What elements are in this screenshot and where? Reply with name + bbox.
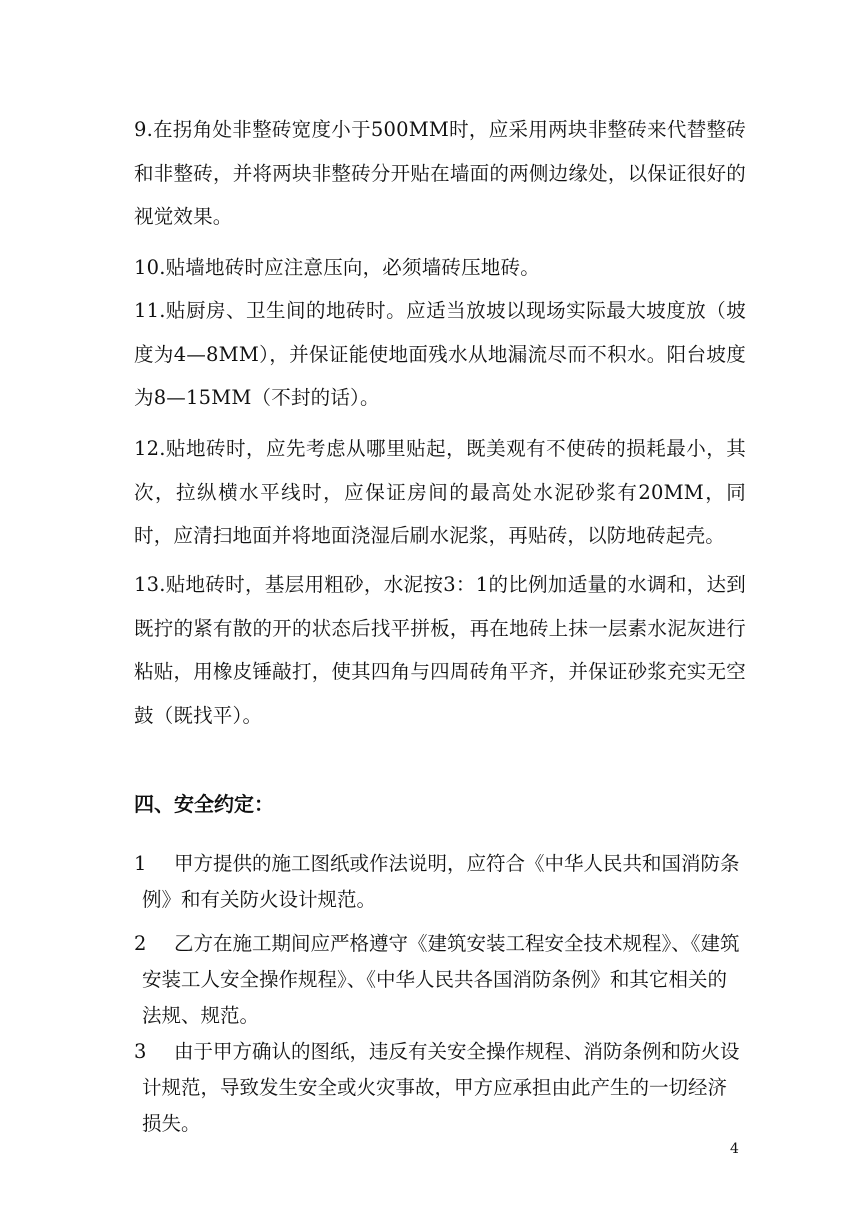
safety-item-2 [134, 926, 746, 1034]
list-number: 1 [134, 852, 147, 875]
paragraph-item-9: 9.在拐角处非整砖宽度小于500MM时，应采用两块非整砖来代替整砖和非整砖，并将两块非整砖分开贴在墙面的两侧边缘处，以保证很好的视觉效果。 [134, 118, 746, 228]
safety-item-3 [134, 1034, 746, 1142]
list-text: 乙方在施工期间应严格遵守《建筑安装工程安全技术规程》、《建筑安装工人安全操作规程》、《中华人民共各国消防条例》和其它相关的法规、规范。 [142, 932, 740, 1027]
page-number: 4 [730, 1141, 739, 1157]
list-text: 甲方提供的施工图纸或作法说明，应符合《中华人民共和国消防条例》和有关防火设计规范。 [142, 852, 740, 911]
safety-item-1 [134, 846, 746, 918]
paragraph-item-10: 10.贴墙地砖时应注意压向，必须墙砖压地砖。 [134, 256, 540, 279]
paragraph-item-12: 12.贴地砖时，应先考虑从哪里贴起，既美观有不使砖的损耗最小，其次，拉纵横水平线时，应保证房间的最高处水泥砂浆有20MM，同时，应清扫地面并将地面浇湿后刷水泥浆，再贴砖，以防地砖起壳。 [134, 437, 746, 547]
list-text: 由于甲方确认的图纸，违反有关安全操作规程、消防条例和防火设计规范，导致发生安全或火灾事故，甲方应承担由此产生的一切经济损失。 [142, 1040, 740, 1135]
paragraph-item-11: 11.贴厨房、卫生间的地砖时。应适当放坡以现场实际最大坡度放（坡度为4—8MM），并保证能使地面残水从地漏流尽而不积水。阳台坡度为8—15MM（不封的话）。 [134, 299, 746, 409]
list-number: 3 [134, 1040, 147, 1063]
section-heading-safety: 四、安全约定： [134, 792, 274, 816]
paragraph-item-13: 13.贴地砖时，基层用粗砂，水泥按3：1的比例加适量的水调和，达到既拧的紧有散的开的状态后找平拼板，再在地砖上抹一层素水泥灰进行粘贴，用橡皮锤敲打，使其四角与四周砖角平齐，并保证砂浆充实无空鼓（既找平）。 [134, 573, 746, 727]
list-number: 2 [134, 932, 147, 955]
